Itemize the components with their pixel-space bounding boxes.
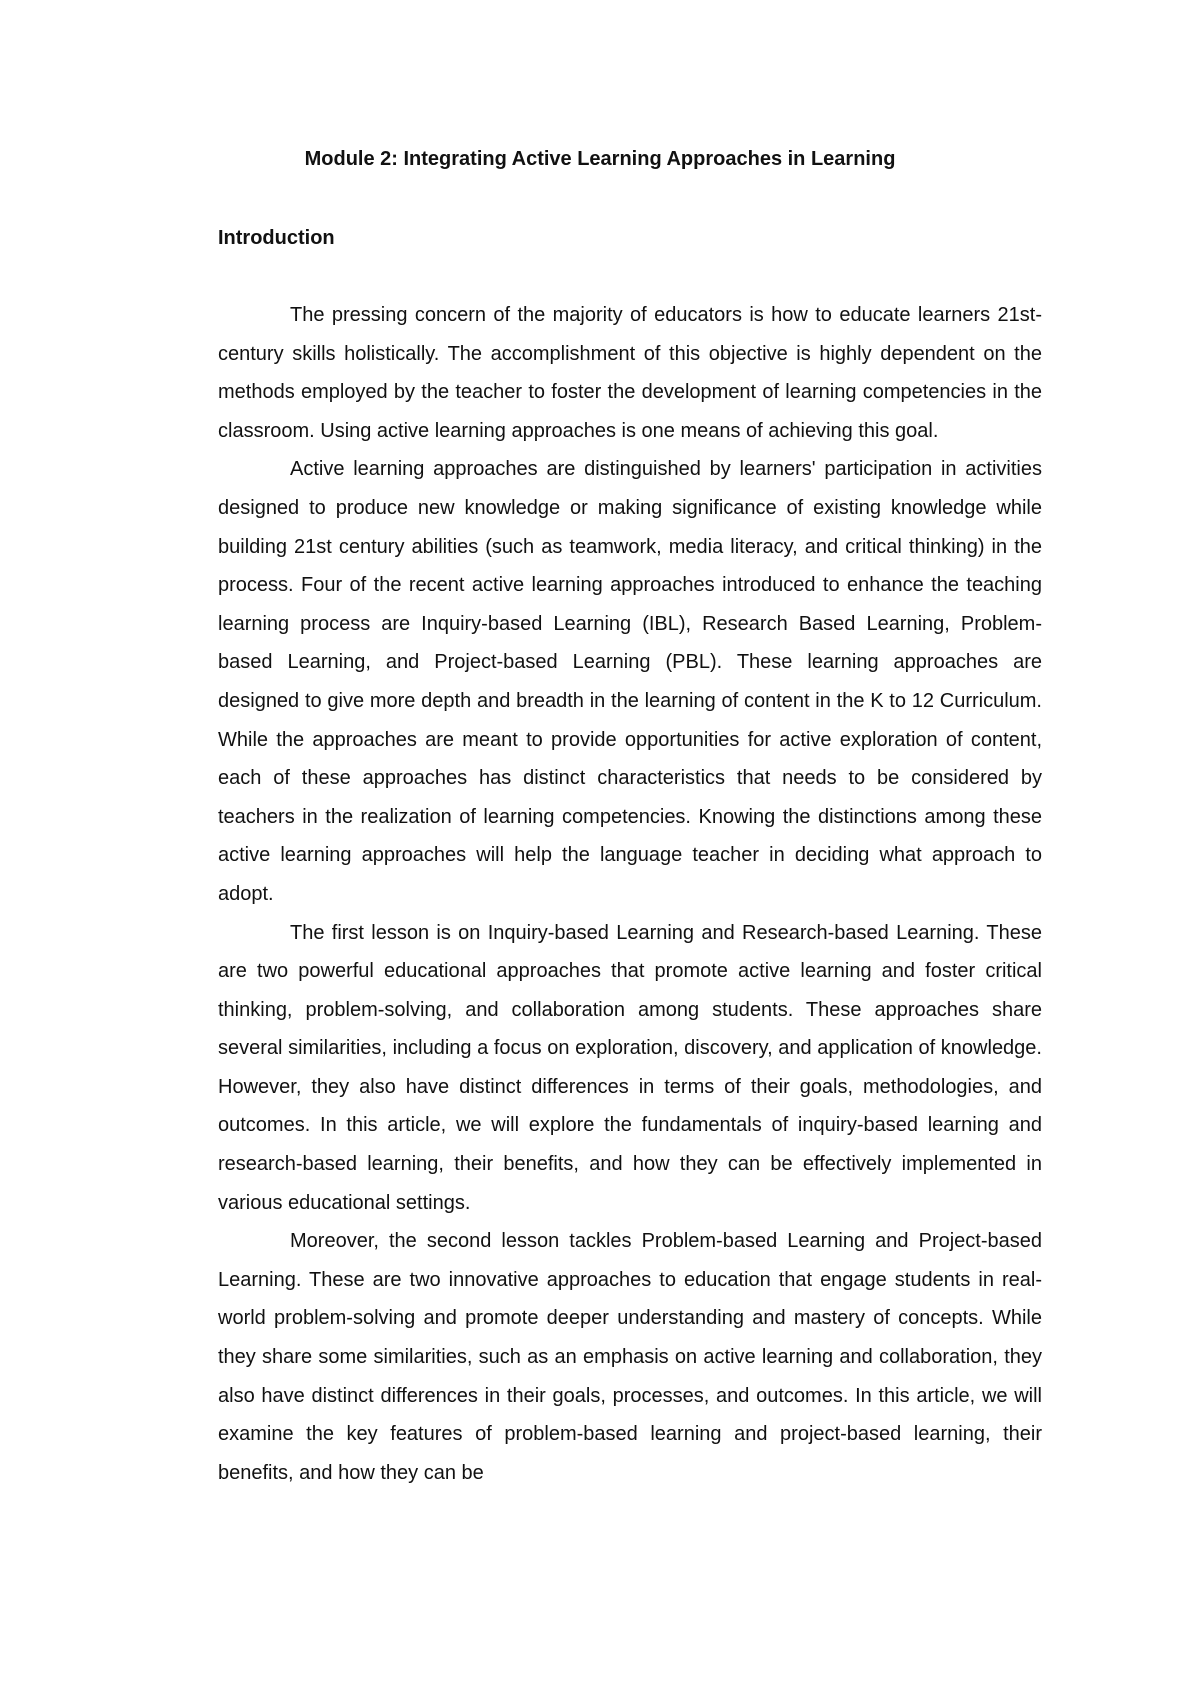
paragraph: The pressing concern of the majority of educators is how to educate learners 21st-century skills holistically. The accomplishment of this objective is highly dependent on the methods employed by the teacher to foster the development of learning competencies in the classroom. Using active learning approaches is one means of achieving this goal. <box>218 304 1042 442</box>
paragraph: Active learning approaches are distinguished by learners' participation in activities designed to produce new knowledge or making significance of existing knowledge while building 21st century abilities (such as teamwork, media literacy, and critical thinking) in the process. Four of the recent active learning approaches introduced to enhance the teaching learning process are Inquiry-based Learning (IBL), Research Based Learning, Problem- based Learning, and Project-based Learning (PBL). These learning approaches are designed to give more depth and breadth in the learning of content in the K to 12 Curriculum. While the approaches are meant to provide opportunities for active exploration of content, each of these approaches has distinct characteristics that needs to be considered by teachers in the realization of learning competencies. Knowing the distinctions among these active learning approaches will help the language teacher in deciding what approach to adopt. <box>218 458 1042 905</box>
page-title: Module 2: Integrating Active Learning Approaches in Learning <box>304 148 896 170</box>
section-heading: Introduction <box>218 227 335 249</box>
body-text <box>218 296 1042 1492</box>
paragraph: The first lesson is on Inquiry-based Learning and Research-based Learning. These are two powerful educational approaches that promote active learning and foster critical thinking, problem-solving, and collaboration among students. These approaches share several similarities, including a focus on exploration, discovery, and application of knowledge. However, they also have distinct differences in terms of their goals, methodologies, and outcomes. In this article, we will explore the fundamentals of inquiry-based learning and research-based learning, their benefits, and how they can be effectively implemented in various educational settings. <box>218 921 1042 1214</box>
paragraph: Moreover, the second lesson tackles Problem-based Learning and Project-based Learning. These are two innovative approaches to education that engage students in real-world problem-solving and promote deeper understanding and mastery of concepts. While they share some similarities, such as an emphasis on active learning and collaboration, they also have distinct differences in their goals, processes, and outcomes. In this article, we will examine the key features of problem-based learning and project-based learning, their benefits, and how they can be <box>218 1230 1042 1484</box>
